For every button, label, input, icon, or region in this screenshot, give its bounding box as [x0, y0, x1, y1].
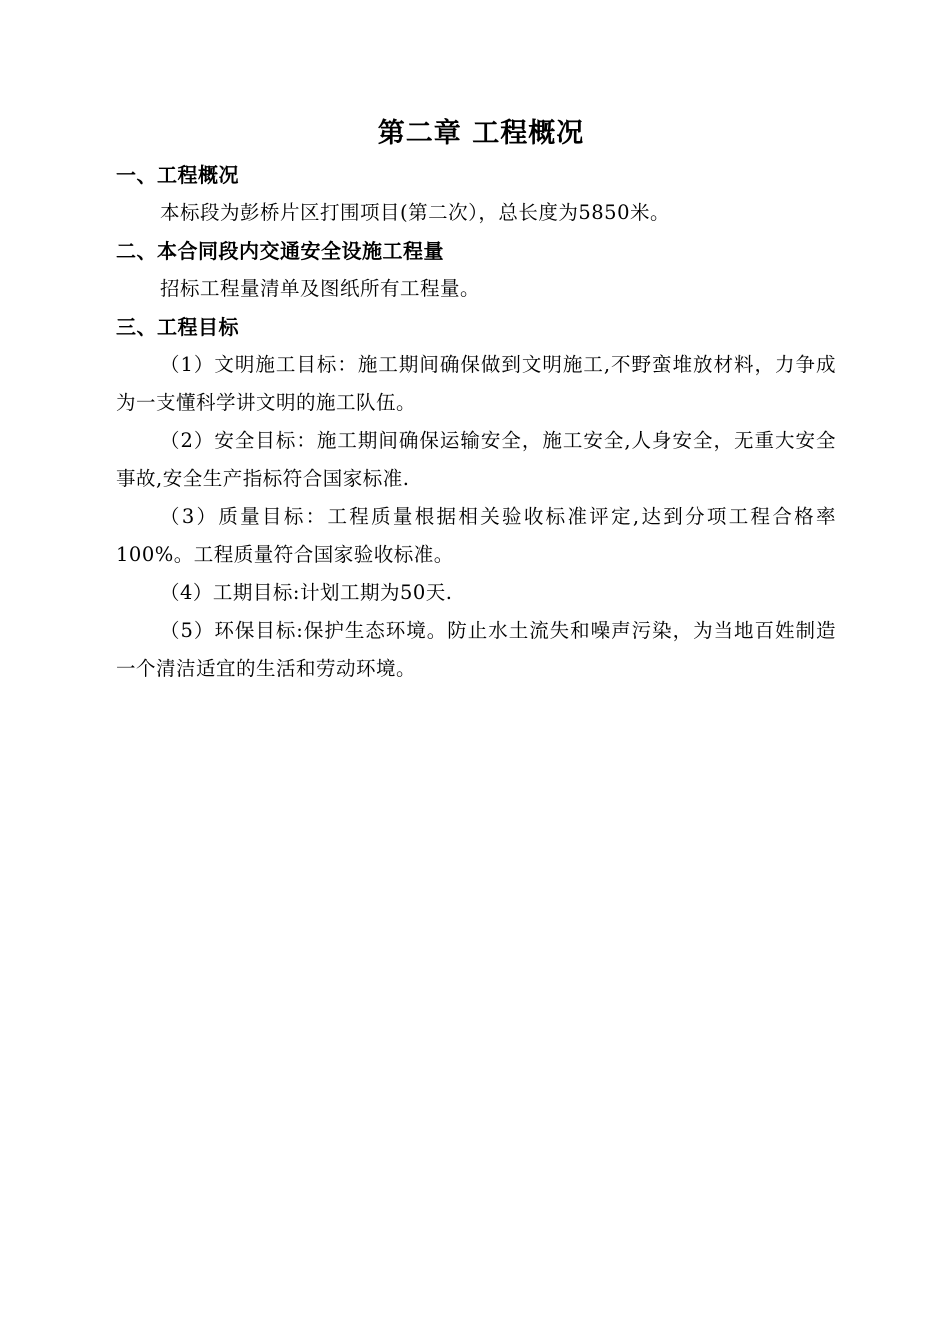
section-heading-overview: 一、工程概况 [116, 163, 239, 187]
goal-civilized-construction: （1）文明施工目标：施工期间确保做到文明施工,不野蛮堆放材料，力争成为一支懂科学讲文明的施工队伍。 [116, 353, 836, 414]
goal-quality: （3）质量目标：工程质量根据相关验收标准评定,达到分项工程合格率100%。工程质量符合国家验收标准。 [116, 505, 836, 566]
document-page [116, 112, 836, 688]
overview-paragraph: 本标段为彭桥片区打围项目(第二次），总长度为5850米。 [160, 201, 670, 224]
quantities-paragraph: 招标工程量清单及图纸所有工程量。 [160, 277, 481, 300]
goal-safety: （2）安全目标：施工期间确保运输安全，施工安全,人身安全，无重大安全事故,安全生产指标符合国家标准. [116, 429, 836, 490]
goal-environment: （5）环保目标:保护生态环境。防止水土流失和噪声污染，为当地百姓制造一个清洁适宜的生活和劳动环境。 [116, 619, 836, 680]
goal-schedule: （4）工期目标:计划工期为50天. [160, 581, 453, 604]
section-heading-quantities: 二、本合同段内交通安全设施工程量 [116, 239, 444, 263]
section-heading-goals: 三、工程目标 [116, 315, 239, 339]
chapter-title: 第二章 工程概况 [377, 118, 585, 149]
